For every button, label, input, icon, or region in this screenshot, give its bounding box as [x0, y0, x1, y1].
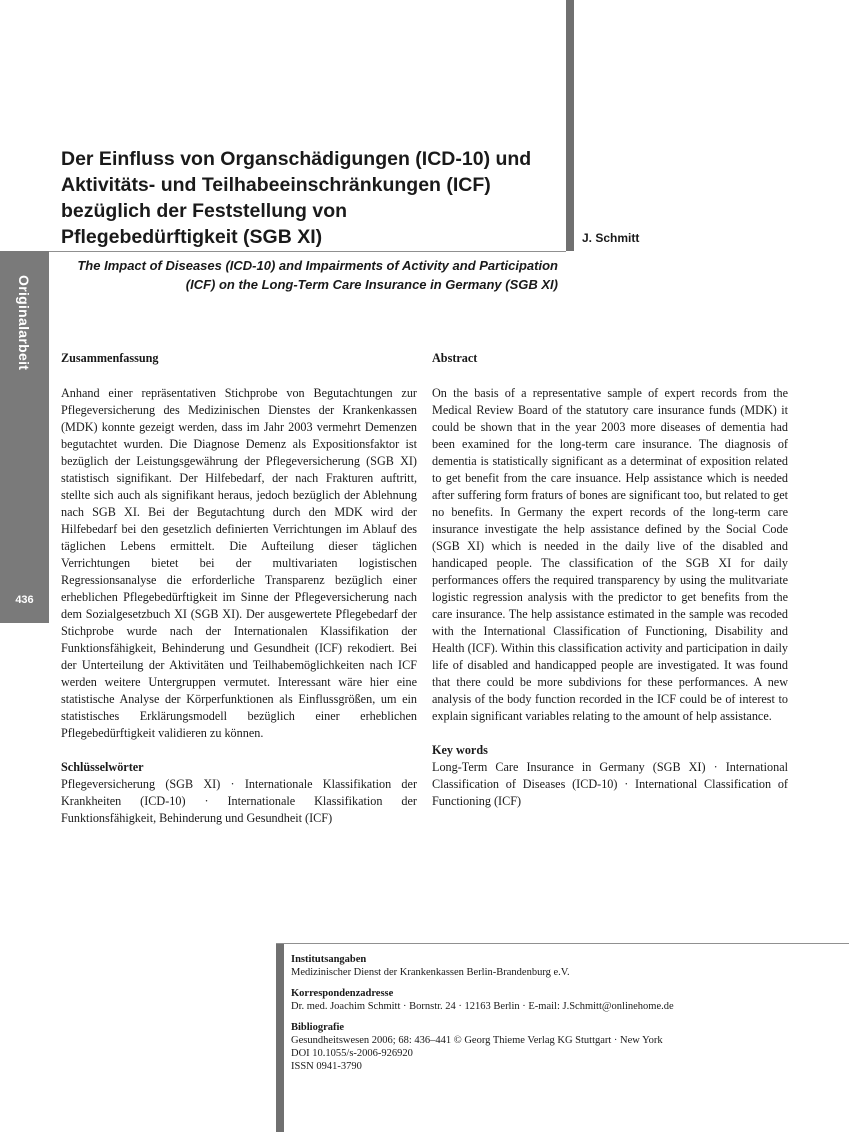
abstract-body: On the basis of a representative sample of expert records from the Medical Review Board of the statutory care insurance funds (MDK) it could be shown that in the year 2003 more diseases of dementia had been examined for the long-term care insurance. The diagnosis of dementia is statistically significant as a determinat of exposition related to get benefit from the care insuance. Help assistance which is needed after suffering form fraturs of bones are significant too, but related to get no benefits. In Germany the expert records of the long-term care insurance investigate the help assistance defined by the Social Code (SGB XI) which is needed in the daily live of the disabled and handicaped people. The classification of the SGB XI for daily performances offers the required transparency by using the mulitvariate logistic regression analysis with the predictor to get benefits from the care insurance. The help assistance estimated in the sample was recoded with the International Classification of Functioning, Disability and Health (ICF). Within this classification activity and participation in daily life of disabled and handicapped people are investigated. It was found that there could be more subdivions for these performances. A new analysis of the body function recorded in the ICF could be of interest to explain significant variables relating to the amount of help assistance.	[432, 386, 788, 723]
correspondence-value: Dr. med. Joachim Schmitt · Bornstr. 24 · 12163 Berlin · E-mail: J.Schmitt@onlinehome.de	[291, 1001, 674, 1012]
keywords-en: Long-Term Care Insurance in Germany (SGB XI) · International Classification of Diseases (ICD-10) · International Classification of Functioning (ICF)	[432, 760, 788, 808]
issn-line: ISSN 0941-3790	[291, 1061, 362, 1072]
title-line: bezüglich der Feststellung von	[61, 200, 348, 222]
bibliography-line: Gesundheitswesen 2006; 68: 436–441 © Georg Thieme Verlag KG Stuttgart · New York	[291, 1035, 663, 1046]
header-rule	[0, 251, 566, 252]
correspondence-label: Korrespondenzadresse	[291, 988, 394, 999]
info-rule	[276, 943, 849, 944]
abstract-heading: Abstract	[432, 351, 478, 365]
institution-label: Institutsangaben	[291, 954, 367, 965]
author: J. Schmitt	[582, 231, 640, 245]
bibliography-label: Bibliografie	[291, 1022, 345, 1033]
bibliography-block	[291, 1021, 831, 1073]
german-summary-column	[61, 350, 417, 827]
section-label: Originalarbeit	[16, 275, 32, 371]
header-vertical-bar	[566, 0, 574, 251]
article-title	[61, 146, 561, 250]
title-line: Der Einfluss von Organschädigungen (ICD-10) und	[61, 148, 532, 170]
english-title	[60, 256, 558, 294]
article-info	[291, 953, 831, 1081]
english-title-line: The Impact of Diseases (ICD-10) and Impairments of Activity and Participation	[77, 258, 558, 273]
keywords-de: Pflegeversicherung (SGB XI) · Internationale Klassifikation der Krankheiten (ICD-10) · Internationale Klassifikation der Funktionsfähigkeit, Behinderung und Gesundheit (ICF)	[61, 777, 417, 825]
title-line: Aktivitäts- und Teilhabeeinschränkungen (ICF)	[61, 174, 491, 196]
info-vertical-bar	[276, 943, 284, 1132]
doi-line: DOI 10.1055/s-2006-926920	[291, 1048, 413, 1059]
institution-value: Medizinischer Dienst der Krankenkassen Berlin-Brandenburg e.V.	[291, 967, 570, 978]
keywords-heading-de: Schlüsselwörter	[61, 760, 144, 774]
title-line: Pflegebedürftigkeit (SGB XI)	[61, 226, 323, 248]
summary-heading: Zusammenfassung	[61, 351, 159, 365]
keywords-heading-en: Key words	[432, 743, 488, 757]
english-title-line: (ICF) on the Long-Term Care Insurance in Germany (SGB XI)	[185, 277, 558, 292]
summary-body: Anhand einer repräsentativen Stichprobe von Begutachtungen zur Pflegeversicherung des Medizinischen Dienstes der Krankenkassen (MDK) konnte gezeigt werden, dass im Jahr 2003 vermehrt Demenzen begutachtet wurden. Die Diagnose Demenz als Expositionsfaktor ist bezüglich der Leistungsgewährung der Pflegeversicherung (SGB XI) statistisch signifikant. Der Hilfebedarf, der nach Frakturen auftritt, stellte sich auch als signifikant heraus, jedoch bezüglich der Ablehnung nach SGB XI. Bei der Begutachtung durch den MDK wird der Hilfebedarf bei den gesetzlich definierten Verrichtungen im Ablauf des täglichen Lebens ermittelt. Die Aufteilung dieser täglichen Verrichtungen bietet bei der multivariaten logistischen Regressionsanalyse die erforderliche Transparenz bezüglich einer erheblichen Pflegebedürftigkeit im Sinne der Pflegeversicherung nach dem Sozialgesetzbuch XI (SGB XI). Der ausgewertete Pflegebedarf der Stichprobe wurde nach der Internationalen Klassifikation der Funktionsfähigkeit, Behinderung und Gesundheit (ICF) rekodiert. Bei der Unterteilung der Aktivitäten und Teilhabemöglichkeiten nach ICF werden weitere Untergruppen vermutet. Interessant wäre hier eine statistische Analyse der Körperfunktionen als Einflussgrößen, um ein statistisches Erklärungsmodell bezüglich einer erheblichen Pflegebedürftigkeit validieren zu können.	[61, 386, 417, 740]
page-number: 436	[15, 594, 34, 606]
correspondence-block	[291, 987, 831, 1013]
english-abstract-column	[432, 350, 788, 810]
institution-block	[291, 953, 831, 979]
